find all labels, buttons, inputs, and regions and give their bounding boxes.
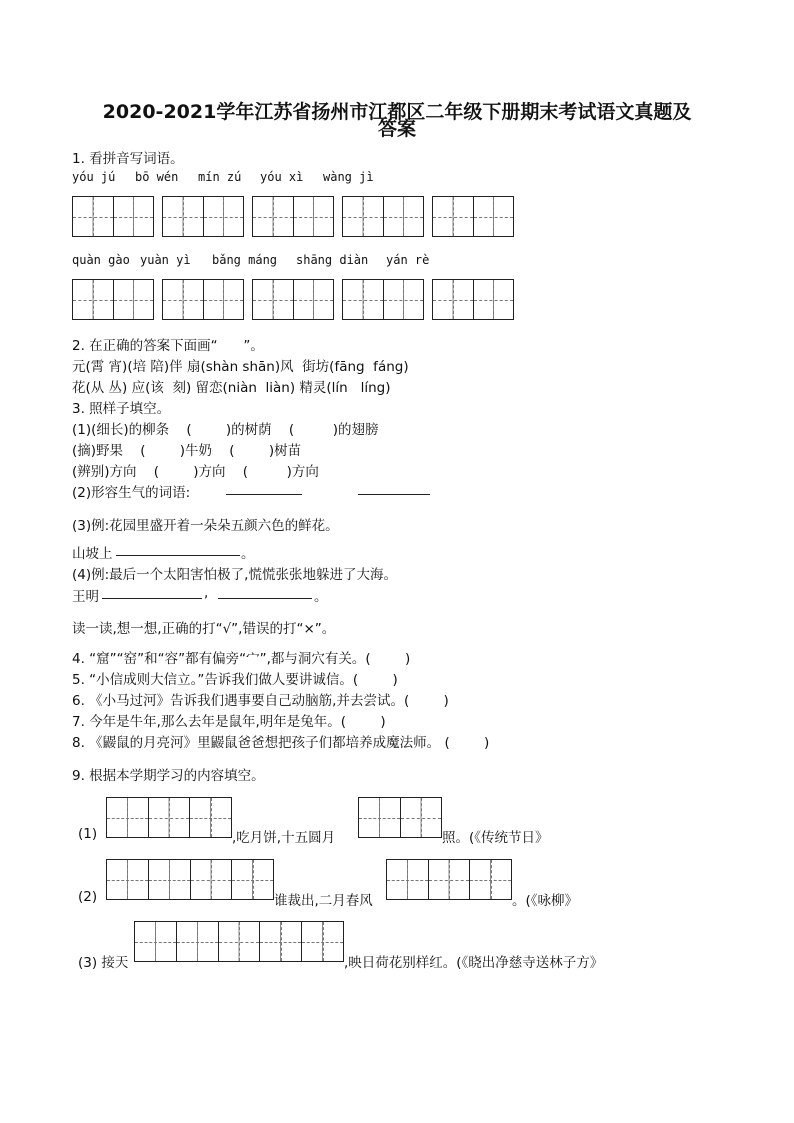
q9-text: ,映日荷花别样红。(《晓出净慈寺送林子方》 xyxy=(344,955,604,971)
writing-box[interactable] xyxy=(162,196,244,237)
q9-text: 。(《咏柳》 xyxy=(512,893,579,909)
pinyin: shāng diàn xyxy=(296,253,369,267)
answer-blank[interactable] xyxy=(226,480,302,495)
page-title-line1: 2020-2021学年江苏省扬州市江都区二年级下册期末考试语文真题及 xyxy=(102,101,692,123)
judge-item: 5. “小信成则大信立。”告诉我们做人要讲诚信。( ) xyxy=(72,672,398,688)
pinyin: yuàn yì xyxy=(140,253,191,267)
page-title-line2: 答案 xyxy=(377,118,416,140)
answer-blank[interactable] xyxy=(218,584,312,599)
q3-line: 王明 xyxy=(72,589,99,605)
judge-item: 8. 《鼹鼠的月亮河》里鼹鼠爸爸想把孩子们都培养成魔法师。 ( ) xyxy=(72,735,490,751)
pinyin: mín zú xyxy=(198,170,242,184)
writing-box[interactable] xyxy=(252,196,334,237)
q2-line: 元(霄 宵)(培 陪)伴 扇(shàn shān)风 街坊(fāng fáng) xyxy=(72,359,409,375)
q3-line: (辨别)方向 ( )方向 ( )方向 xyxy=(72,464,319,480)
q9-text: 照。(《传统节日》 xyxy=(442,830,549,846)
judge-item: 6. 《小马过河》告诉我们遇事要自己动脑筋,并去尝试。( ) xyxy=(72,693,449,709)
pinyin: bō wén xyxy=(135,170,179,184)
q3-line: (3)例:花园里盛开着一朵朵五颜六色的鲜花。 xyxy=(72,518,339,534)
pinyin: wàng jì xyxy=(323,170,374,184)
q3-line: (2)形容生气的词语: xyxy=(72,485,191,501)
q2-heading: 2. 在正确的答案下面画“ ”。 xyxy=(72,338,264,354)
q9-label: (3) 接天 xyxy=(78,955,129,971)
writing-box[interactable] xyxy=(72,279,154,320)
writing-box[interactable] xyxy=(72,196,154,237)
pinyin: quàn gào xyxy=(72,253,130,267)
writing-box[interactable] xyxy=(106,797,232,838)
judge-heading: 读一读,想一想,正确的打“√”,错误的打“×”。 xyxy=(72,621,336,637)
writing-box[interactable] xyxy=(342,279,424,320)
writing-box[interactable] xyxy=(432,196,514,237)
writing-box[interactable] xyxy=(386,859,512,900)
comma: , xyxy=(204,585,209,601)
q3-line: (摘)野果 ( )牛奶 ( )树苗 xyxy=(72,443,302,459)
end-mark: 。 xyxy=(241,546,255,562)
end-mark: 。 xyxy=(314,589,328,605)
answer-blank[interactable] xyxy=(116,541,240,556)
q9-text: 谁裁出,二月春风 xyxy=(274,893,373,909)
pinyin: yóu xì xyxy=(260,170,304,184)
writing-box[interactable] xyxy=(106,859,274,900)
q9-heading: 9. 根据本学期学习的内容填空。 xyxy=(72,768,265,784)
q3-line: (4)例:最后一个太阳害怕极了,慌慌张张地躲进了大海。 xyxy=(72,567,397,583)
q9-label: (1) xyxy=(78,826,98,842)
pinyin: yán rè xyxy=(386,253,430,267)
q3-line: 山坡上 xyxy=(72,546,113,562)
q9-text: ,吃月饼,十五圆月 xyxy=(232,830,336,846)
writing-box[interactable] xyxy=(342,196,424,237)
judge-item: 7. 今年是牛年,那么去年是鼠年,明年是兔年。( ) xyxy=(72,714,386,730)
q2-line: 花(从 丛) 应(该 刻) 留恋(niàn liàn) 精灵(lín líng) xyxy=(72,380,391,396)
writing-box[interactable] xyxy=(252,279,334,320)
pinyin: bǎng máng xyxy=(212,253,278,267)
writing-box[interactable] xyxy=(358,797,442,838)
q9-label: (2) xyxy=(78,889,98,905)
q3-line: (1)(细长)的柳条 ( )的树荫 ( )的翅膀 xyxy=(72,422,379,438)
writing-box[interactable] xyxy=(432,279,514,320)
judge-item: 4. “窟”“窑”和“容”都有偏旁“宀”,都与洞穴有关。( ) xyxy=(72,651,411,667)
answer-blank[interactable] xyxy=(358,480,430,495)
q3-heading: 3. 照样子填空。 xyxy=(72,401,171,417)
q1-heading: 1. 看拼音写词语。 xyxy=(72,151,184,167)
pinyin: yóu jú xyxy=(72,170,116,184)
answer-blank[interactable] xyxy=(102,584,202,599)
writing-box[interactable] xyxy=(162,279,244,320)
writing-box[interactable] xyxy=(134,921,344,962)
